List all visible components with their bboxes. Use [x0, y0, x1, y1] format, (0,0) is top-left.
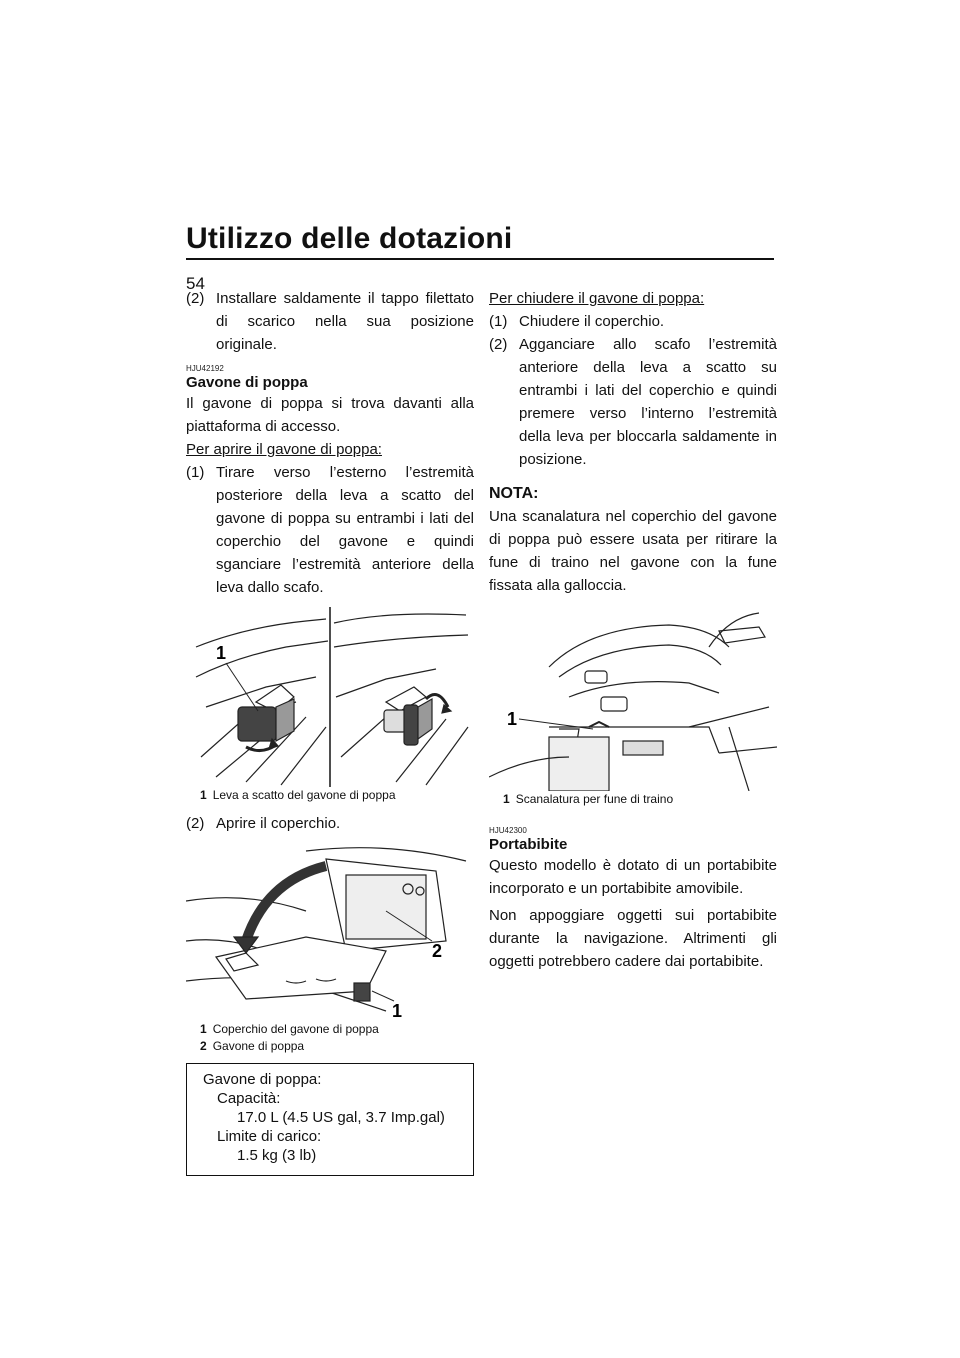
cup-holder-paragraph-1: Questo modello è dotato di un portabibite incorporato e un portabibite amovibile. — [489, 857, 777, 897]
step-text: Chiudere il coperchio. — [519, 313, 665, 330]
step-text: Installare saldamente il tappo filettato di scarico nella sua posizione originale. — [216, 290, 474, 353]
spec-capacity-value: 17.0 L (4.5 US gal, 3.7 Imp.gal) — [237, 1109, 445, 1126]
spec-load-label: Limite di carico: — [217, 1128, 322, 1145]
caption-text: Coperchio del gavone di poppa — [212, 1022, 379, 1036]
section-title-cup-holder: Portabibite — [489, 836, 568, 853]
caption-text: Scanalatura per fune di traino — [515, 792, 674, 806]
figure-caption-2 — [186, 1038, 474, 1055]
page-title: Utilizzo delle dotazioni — [186, 222, 513, 255]
step-open-2 — [186, 812, 474, 835]
callout-2: 2 — [432, 941, 443, 961]
figure-latch-lever — [186, 607, 474, 804]
right-column — [489, 287, 777, 973]
note-title: NOTA: — [489, 485, 539, 502]
caption-number: 1 — [200, 1022, 207, 1036]
step-open-1 — [186, 461, 474, 599]
spec-title: Gavone di poppa: — [203, 1071, 322, 1088]
callout-1: 1 — [507, 709, 518, 729]
cup-holder-paragraph-2: Non appoggiare oggetti sui portabibite durante la navigazione. Altrimenti gli oggetti potrebbero cadere dai portabibite. — [489, 907, 777, 970]
latch-lever-illustration — [186, 607, 474, 787]
spec-box — [186, 1063, 474, 1176]
page-number: 54 — [186, 274, 205, 293]
left-column — [186, 287, 474, 1176]
caption-text: Leva a scatto del gavone di poppa — [212, 788, 396, 802]
figure-caption — [489, 791, 777, 808]
step-number: (2) — [186, 815, 205, 832]
caption-number: 1 — [503, 792, 510, 806]
section-title-stern-storage: Gavone di poppa — [186, 374, 308, 391]
figure-tow-rope-groove — [489, 607, 777, 808]
step-close-1 — [489, 310, 777, 333]
spec-load-value: 1.5 kg (3 lb) — [237, 1147, 317, 1164]
section-intro: Il gavone di poppa si trova davanti alla piattaforma di accesso. — [186, 395, 474, 435]
step-number: (2) — [186, 290, 205, 307]
figure-caption — [186, 787, 474, 804]
step-close-2 — [489, 333, 777, 471]
tow-rope-groove-illustration — [489, 607, 777, 791]
step-number: (1) — [489, 313, 508, 330]
callout-1: 1 — [392, 1001, 403, 1021]
caption-text: Gavone di poppa — [212, 1039, 305, 1053]
section-code: HJU42192 — [186, 364, 224, 373]
open-cover-illustration — [186, 841, 474, 1021]
step-install-plug — [186, 287, 474, 356]
close-heading: Per chiudere il gavone di poppa: — [489, 290, 705, 307]
step-text: Aprire il coperchio. — [216, 815, 341, 832]
step-number: (1) — [186, 464, 205, 481]
open-heading: Per aprire il gavone di poppa: — [186, 441, 382, 458]
step-text: Tirare verso l’esterno l’estremità posteriore della leva a scatto del gavone di poppa su entrambi i lati del coperchio del gavone e quindi sganciare l’estremità anteriore della leva dallo scafo. — [216, 464, 474, 596]
section-code: HJU42300 — [489, 826, 527, 835]
callout-1: 1 — [216, 643, 227, 663]
caption-number: 1 — [200, 788, 207, 802]
step-text: Agganciare allo scafo l’estremità anteriore della leva a scatto su entrambi i lati del coperchio e quindi premere verso l’interno l’estremità della leva per bloccarla saldamente in posizione. — [519, 336, 777, 468]
caption-number: 2 — [200, 1039, 207, 1053]
note-text: Una scanalatura nel coperchio del gavone di poppa può essere usata per ritirare la fune di traino nel gavone con la fune fissata alla galloccia. — [489, 508, 777, 594]
spec-capacity-label: Capacità: — [217, 1090, 281, 1107]
figure-caption-1 — [186, 1021, 474, 1038]
step-number: (2) — [489, 336, 508, 353]
figure-open-cover — [186, 841, 474, 1055]
title-rule — [186, 258, 774, 260]
